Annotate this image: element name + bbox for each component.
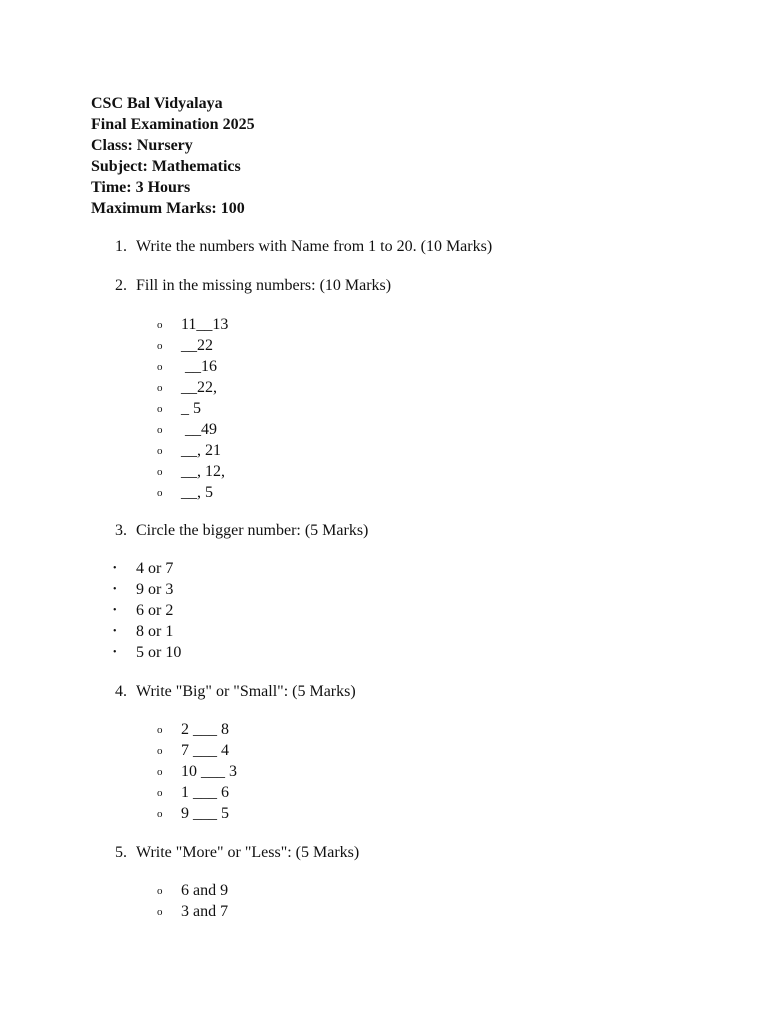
question-text: Fill in the missing numbers: (10 Marks) bbox=[136, 277, 392, 294]
circle-bullet-icon: o bbox=[157, 885, 163, 897]
class-line: Class: Nursery bbox=[91, 137, 193, 154]
circle-bullet-icon: o bbox=[157, 766, 163, 778]
question-text: Write "Big" or "Small": (5 Marks) bbox=[136, 683, 356, 700]
question-number: 5. bbox=[115, 844, 127, 861]
circle-bullet-icon: o bbox=[157, 787, 163, 799]
circle-bullet-icon: o bbox=[157, 319, 163, 331]
max-marks-line: Maximum Marks: 100 bbox=[91, 200, 245, 217]
question-number: 1. bbox=[115, 238, 127, 255]
bullet-icon: • bbox=[113, 563, 117, 574]
subject-line: Subject: Mathematics bbox=[91, 158, 241, 175]
circle-bullet-icon: o bbox=[157, 403, 163, 415]
circle-bullet-icon: o bbox=[157, 466, 163, 478]
question-text: Write "More" or "Less": (5 Marks) bbox=[136, 844, 360, 861]
question-text: Circle the bigger number: (5 Marks) bbox=[136, 522, 369, 539]
time-line: Time: 3 Hours bbox=[91, 179, 191, 196]
question-number: 4. bbox=[115, 683, 127, 700]
circle-bullet-icon: o bbox=[157, 382, 163, 394]
circle-bullet-icon: o bbox=[157, 724, 163, 736]
school-name: CSC Bal Vidyalaya bbox=[91, 95, 223, 112]
circle-bullet-icon: o bbox=[157, 340, 163, 352]
bullet-icon: • bbox=[113, 584, 117, 595]
exam-header bbox=[91, 93, 255, 219]
circle-bullet-icon: o bbox=[157, 745, 163, 757]
circle-bullet-icon: o bbox=[157, 906, 163, 918]
exam-title: Final Examination 2025 bbox=[91, 116, 255, 133]
bullet-icon: • bbox=[113, 605, 117, 616]
bullet-icon: • bbox=[113, 647, 117, 658]
document-page: CSC Bal Vidyalaya Final Examination 2025 Class: Nursery Subject: Mathematics Time: 3 Hours Maximum Marks: 100 1. Write the numbers with Name from 1 to 20. (10 Marks) 2. Fill in the missing numbers: (10 Marks) o 11__13 o __22 o __16 o __22, o _ 5 o __49 o __, 21 o __, 12, o __, 5 3. Circle the bigger number: (5 Marks) • 4 or 7 • 9 or 3 • 6 or 2 • 8 or 1 • 5 or 10 4. Write "Big" or "Small": (5 Marks) o 2 ___ 8 o 7 ___ 4 o 10 ___ 3 o 1 ___ 6 o 9 ___ 5 5. Write "More" or "Less": (5 Marks) o 6 and 9 o 3 and 7 bbox=[0, 0, 768, 1024]
circle-bullet-icon: o bbox=[157, 424, 163, 436]
question-number: 3. bbox=[115, 522, 127, 539]
question-text: Write the numbers with Name from 1 to 20. (10 Marks) bbox=[136, 238, 493, 255]
circle-bullet-icon: o bbox=[157, 487, 163, 499]
bullet-icon: • bbox=[113, 626, 117, 637]
circle-bullet-icon: o bbox=[157, 808, 163, 820]
circle-bullet-icon: o bbox=[157, 361, 163, 373]
circle-bullet-icon: o bbox=[157, 445, 163, 457]
question-number: 2. bbox=[115, 277, 127, 294]
